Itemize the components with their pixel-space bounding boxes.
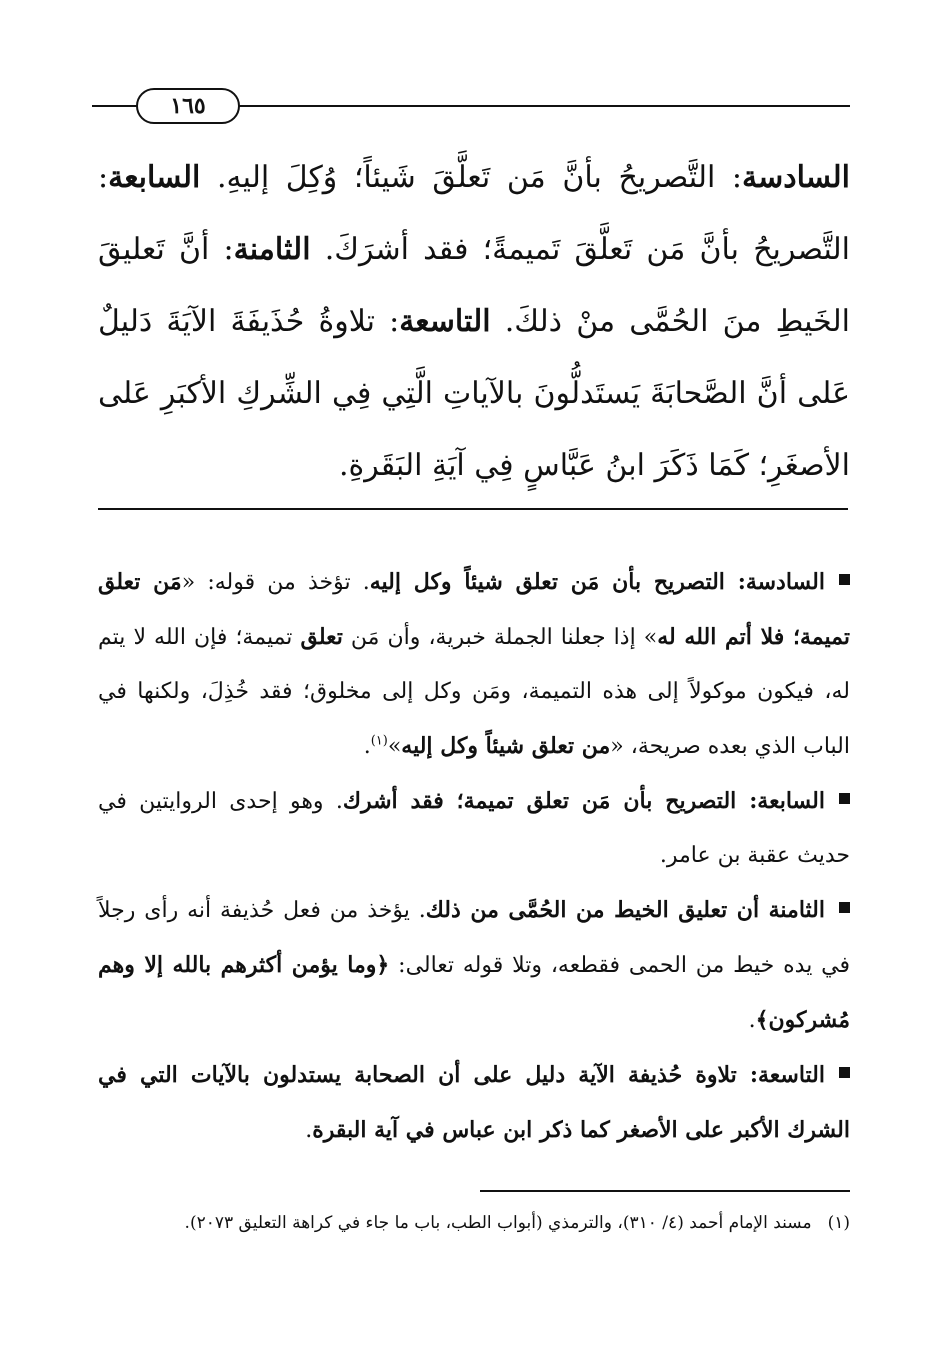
commentary-text: تميمة؛ فإن الله لا يتم له، فيكون موكولاً إلى هذه التميمة، ومَن وكل إلى مخلوق؛ فقد خُذِلَ، ولكنها في الباب الذي بعده صريحة، « [98,625,850,759]
matn-text: : التَّصريحُ بأنَّ مَن تَعلَّقَ شَيئاً؛ وُكِلَ إليهِ. [200,160,743,195]
matn-text: : تلاوةُ حُذَيفَةَ الآيَةَ دَليلٌ عَلى أنَّ الصَّحابَةَ يَستَدلُّونَ بالآياتِ الَّتِي فِي الشِّركِ الأكبَرِ عَلى الأصغَرِ؛ كَمَا ذَكَرَ ابنُ عَبَّاسٍ فِي آيَةِ البَقَرةِ. [98,304,850,483]
matn-heading: التاسعة [399,304,491,339]
commentary-text: . [305,1118,313,1143]
square-bullet-icon [839,574,850,585]
matn-text: : أنَّ تَعليقَ الخَيطِ منَ الحُمَّى منْ ذلكَ. [98,232,850,339]
commentary-emphasis: السادسة: التصريح بأن مَن تعلق شيئاً وكل إليه [369,569,825,595]
matn-heading: الثامنة [233,232,311,267]
square-bullet-icon [839,902,850,913]
commentary-paragraph [98,774,850,883]
commentary-emphasis: ﴿وما يؤمن أكثرهم بالله إلا وهم مُشركون﴾ [98,952,850,1033]
commentary-emphasis: مَن تعلق تميمة؛ فلا أتم الله له [98,569,850,650]
section-divider [98,508,848,510]
commentary-emphasis: من تعلق شيئاً وكل إليه [401,733,611,759]
commentary-emphasis: السابعة: التصريح بأن مَن تعلق تميمة؛ فقد أشرك [342,788,825,814]
square-bullet-icon [839,1067,850,1078]
commentary-text: . وهو إحدى الروايتين في حديث عقبة بن عامر. [98,789,850,868]
commentary-emphasis: التاسعة: تلاوة حُذيفة الآية دليل على أن الصحابة يستدلون بالآيات التي في الشرك الأكبر على الأصغر كما ذكر ابن عباس في آية البقرة [98,1062,850,1143]
commentary-text: . [363,734,371,759]
commentary [98,555,850,1158]
page-number: ١٦٥ [136,88,240,124]
commentary-text: » [387,734,402,759]
footnote-number: (١) [827,1213,850,1233]
footnote-rule [480,1190,850,1192]
commentary-emphasis: تعلق [300,624,343,650]
commentary-text: . يؤخذ من فعل حُذيفة أنه رأى رجلاً في يده خيط من الحمى فقطعه، وتلا قوله تعالى: [98,898,851,978]
page-header [92,86,850,126]
commentary-paragraph [98,555,850,774]
commentary-paragraph [98,1048,850,1158]
commentary-text: » إذا جعلنا الجملة خبرية، وأن مَن [342,625,658,650]
commentary-text: . تؤخذ من قوله: « [181,570,370,595]
matn-heading: السابعة [108,160,201,195]
main-text [98,142,850,502]
footnote [98,1206,850,1240]
footnote-text: مسند الإمام أحمد (٤/ ٣١٠)، والترمذي (أبواب الطب، باب ما جاء في كراهة التعليق ٢٠٧٣). [184,1213,812,1233]
footnote-ref[interactable]: (١) [370,733,388,749]
commentary-emphasis: الثامنة أن تعليق الخيط من الحُمَّى من ذلك [425,897,826,923]
commentary-paragraph [98,883,850,1048]
square-bullet-icon [839,793,850,804]
matn-heading: السادسة [742,160,850,195]
matn-text: : التَّصريحُ بأنَّ مَن تَعلَّقَ تَميمةً؛ فقد أشرَكَ. [98,160,851,267]
commentary-text: . [748,1008,756,1033]
